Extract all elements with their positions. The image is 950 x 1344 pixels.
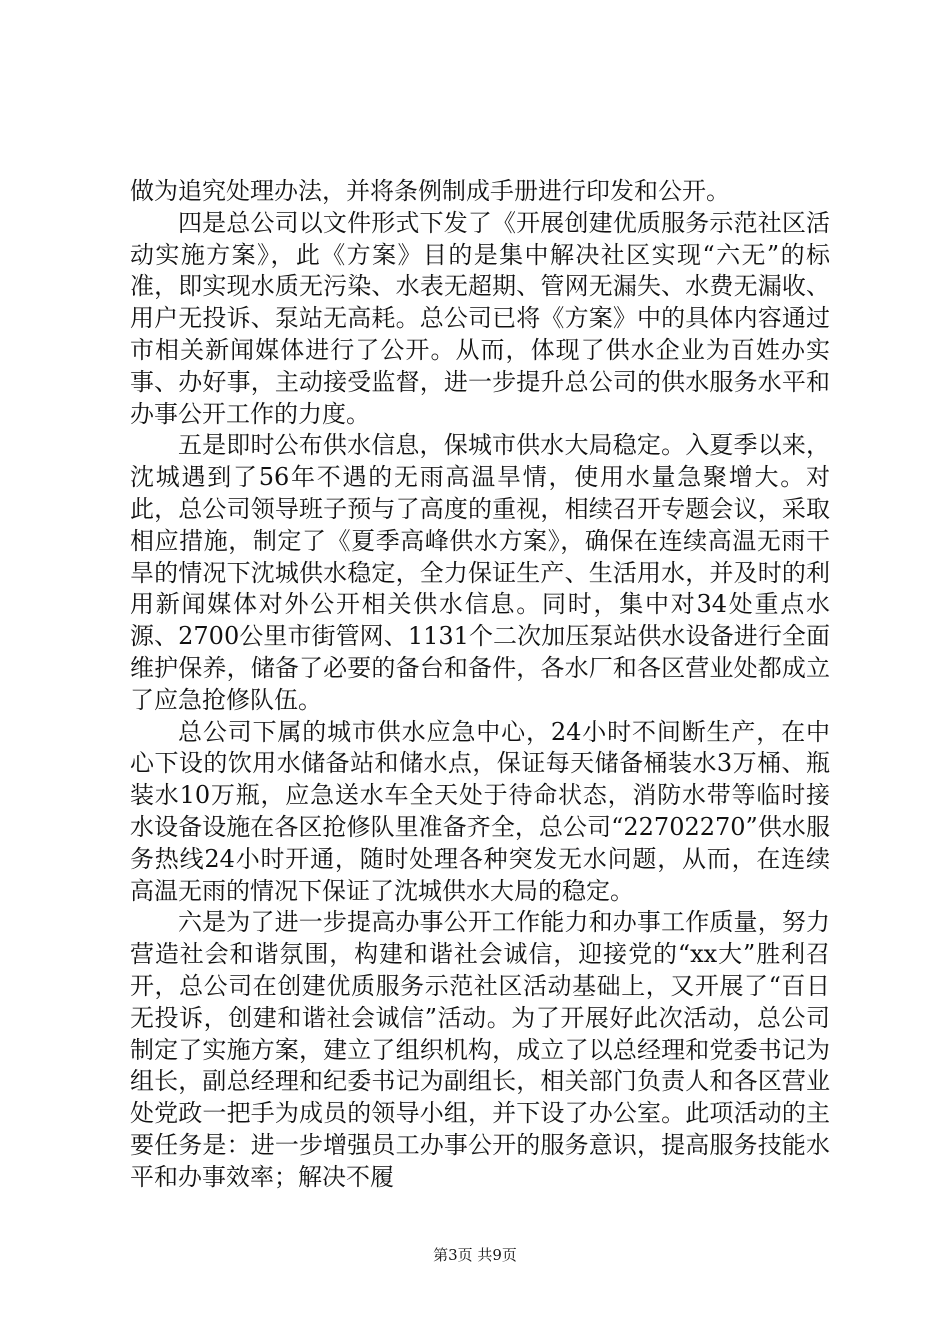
document-body: [130, 176, 830, 1194]
paragraph-emergency-center: 总公司下属的城市供水应急中心，24小时不间断生产，在中心下设的饮用水储备站和储水点，保证每天储备桶装水3万桶、瓶装水10万瓶，应急送水车全天处于待命状态，消防水带等临时接水设备设施在各区抢修队里准备齐全，总公司“22702270”供水服务热线24小时开通，随时处理各种突发无水问题，从而，在连续高温无雨的情况下保证了沈城供水大局的稳定。: [130, 717, 830, 905]
page-footer: 第3页 共9页: [433, 1246, 517, 1264]
paragraph-continuation: 做为追究处理办法，并将条例制成手册进行印发和公开。: [130, 177, 730, 205]
paragraph-item-five: 五是即时公布供水信息，保城市供水大局稳定。入夏季以来，沈城遇到了56年不遇的无雨高温旱情，使用水量急聚增大。对此，总公司领导班子预与了高度的重视，相续召开专题会议，采取相应措施，制定了《夏季高峰供水方案》，确保在连续高温无雨干旱的情况下沈城供水稳定，全力保证生产、生活用水，并及时的利用新闻媒体对外公开相关供水信息。同时，集中对34处重点水源、2700公里市街管网、1131个二次加压泵站供水设备进行全面维护保养，储备了必要的备台和备件，各水厂和各区营业处都成立了应急抢修队伍。: [130, 431, 830, 714]
paragraph-item-four: 四是总公司以文件形式下发了《开展创建优质服务示范社区活动实施方案》，此《方案》目的是集中解决社区实现“六无”的标准，即实现水质无污染、水表无超期、管网无漏失、水费无漏收、用户无投诉、泵站无高耗。总公司已将《方案》中的具体内容通过市相关新闻媒体进行了公开。从而，体现了供水企业为百姓办实事、办好事，主动接受监督，进一步提升总公司的供水服务水平和办事公开工作的力度。: [130, 208, 830, 428]
paragraph-item-six: 六是为了进一步提高办事公开工作能力和办事工作质量，努力营造社会和谐氛围，构建和谐社会诚信，迎接党的“xx大”胜利召开，总公司在创建优质服务示范社区活动基础上，又开展了“百日无投诉，创建和谐社会诚信”活动。为了开展好此次活动，总公司制定了实施方案，建立了组织机构，成立了以总经理和党委书记为组长，副总经理和纪委书记为副组长，相关部门负责人和各区营业处党政一把手为成员的领导小组，并下设了办公室。此项活动的主要任务是：进一步增强员工办事公开的服务意识，提高服务技能水平和办事效率；解决不履: [130, 908, 830, 1191]
